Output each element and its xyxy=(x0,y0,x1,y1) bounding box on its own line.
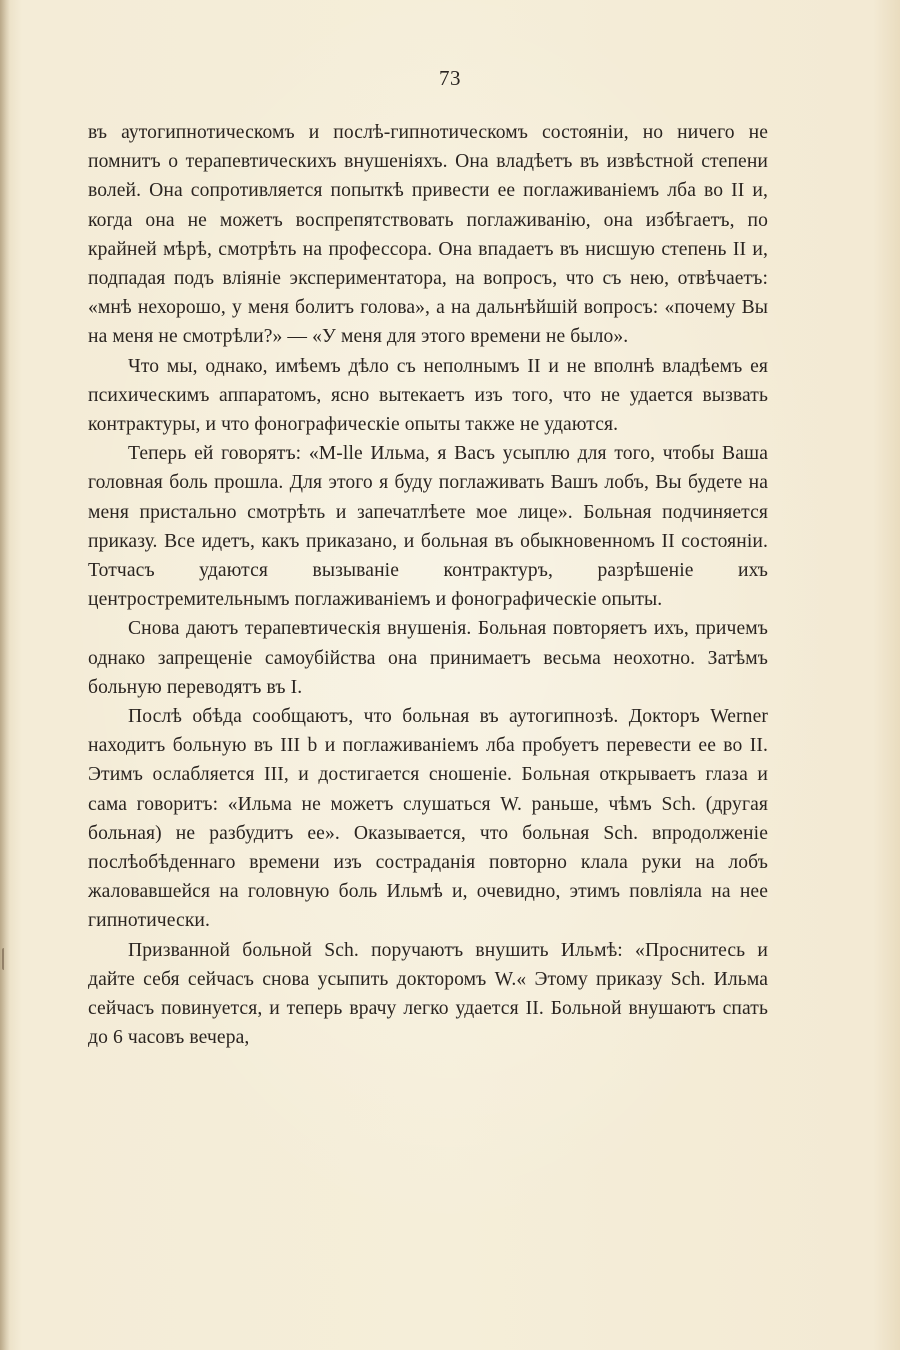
margin-pencil-mark xyxy=(2,948,8,970)
body-text xyxy=(88,118,768,1053)
page-spine-shadow xyxy=(0,0,10,1350)
page-number: 73 xyxy=(439,66,461,90)
paragraph-5: Послѣ обѣда сообщаютъ, что больная въ аутогипнозѣ. Докторъ Werner находитъ больную въ III b и поглаживанiемъ лба пробуетъ перевести ее во II. Этимъ ослабляется III, и достигается сношенiе. Больная открываетъ глаза и сама говоритъ: «Ильма не можетъ слушаться W. раньше, чѣмъ Sch. (другая больная) не разбудитъ ее». Оказывается, что больная Sch. впродолженiе послѣобѣденнаго времени изъ состраданiя повторно клала руки на лобъ жаловавшейся на головную боль Ильмѣ и, очевидно, этимъ повлiяла на нее гипнотически. xyxy=(88,706,768,932)
paragraph-6: Призванной больной Sch. поручаютъ внушить Ильмѣ: «Проснитесь и дайте себя сейчасъ снова усыпить докторомъ W.« Этому приказу Sch. Ильма сейчасъ повинуется, и теперь врачу легко удается II. Больной внушаютъ спать до 6 часовъ вечера, xyxy=(88,939,768,1049)
paragraph-2: Что мы, однако, имѣемъ дѣло съ неполнымъ II и не вполнѣ владѣемъ ея психическимъ аппаратомъ, ясно вытекаетъ изъ того, что не удается вызвать контрактуры, и что фонографическiе опыты также не удаются. xyxy=(88,355,768,436)
paragraph-4: Снова даютъ терапевтическiя внушенiя. Больная повторяетъ ихъ, причемъ однако запрещенiе самоубiйства она принимаетъ весьма неохотно. Затѣмъ больную переводятъ въ I. xyxy=(88,618,768,698)
paragraph-1: въ аутогипнотическомъ и послѣ-гипнотическомъ состоянiи, но ничего не помнитъ о терапевтическихъ внушенiяхъ. Она владѣетъ въ извѣстной степени волей. Она сопротивляется попыткѣ привести ее поглаживанiемъ лба во II и, когда она не можетъ воспрепятствовать поглаживанiю, она избѣгаетъ, по крайней мѣрѣ, смотрѣть на профессора. Она впадаетъ въ нисшую степень II и, подпадая подъ влiянiе экспериментатора, на вопросъ, что съ нею, отвѣчаетъ: «мнѣ нехорошо, у меня болитъ голова», а на дальнѣйшiй вопросъ: «почему Вы на меня не смотрѣли?» — «У меня для этого времени не было». xyxy=(88,122,768,348)
paragraph-3: Теперь ей говорятъ: «M-lle Ильма, я Васъ усыплю для того, чтобы Ваша головная боль прошла. Для этого я буду поглаживать Вашъ лобъ, Вы будете на меня пристально смотрѣть и запечатлѣете мое лице». Больная подчиняется приказу. Все идетъ, какъ приказано, и больная въ обыкновенномъ II состоянiи. Тотчасъ удаются вызыванiе контрактуръ, разрѣшенiе ихъ центростремительнымъ поглаживанiемъ и фонографическiе опыты. xyxy=(88,443,768,611)
